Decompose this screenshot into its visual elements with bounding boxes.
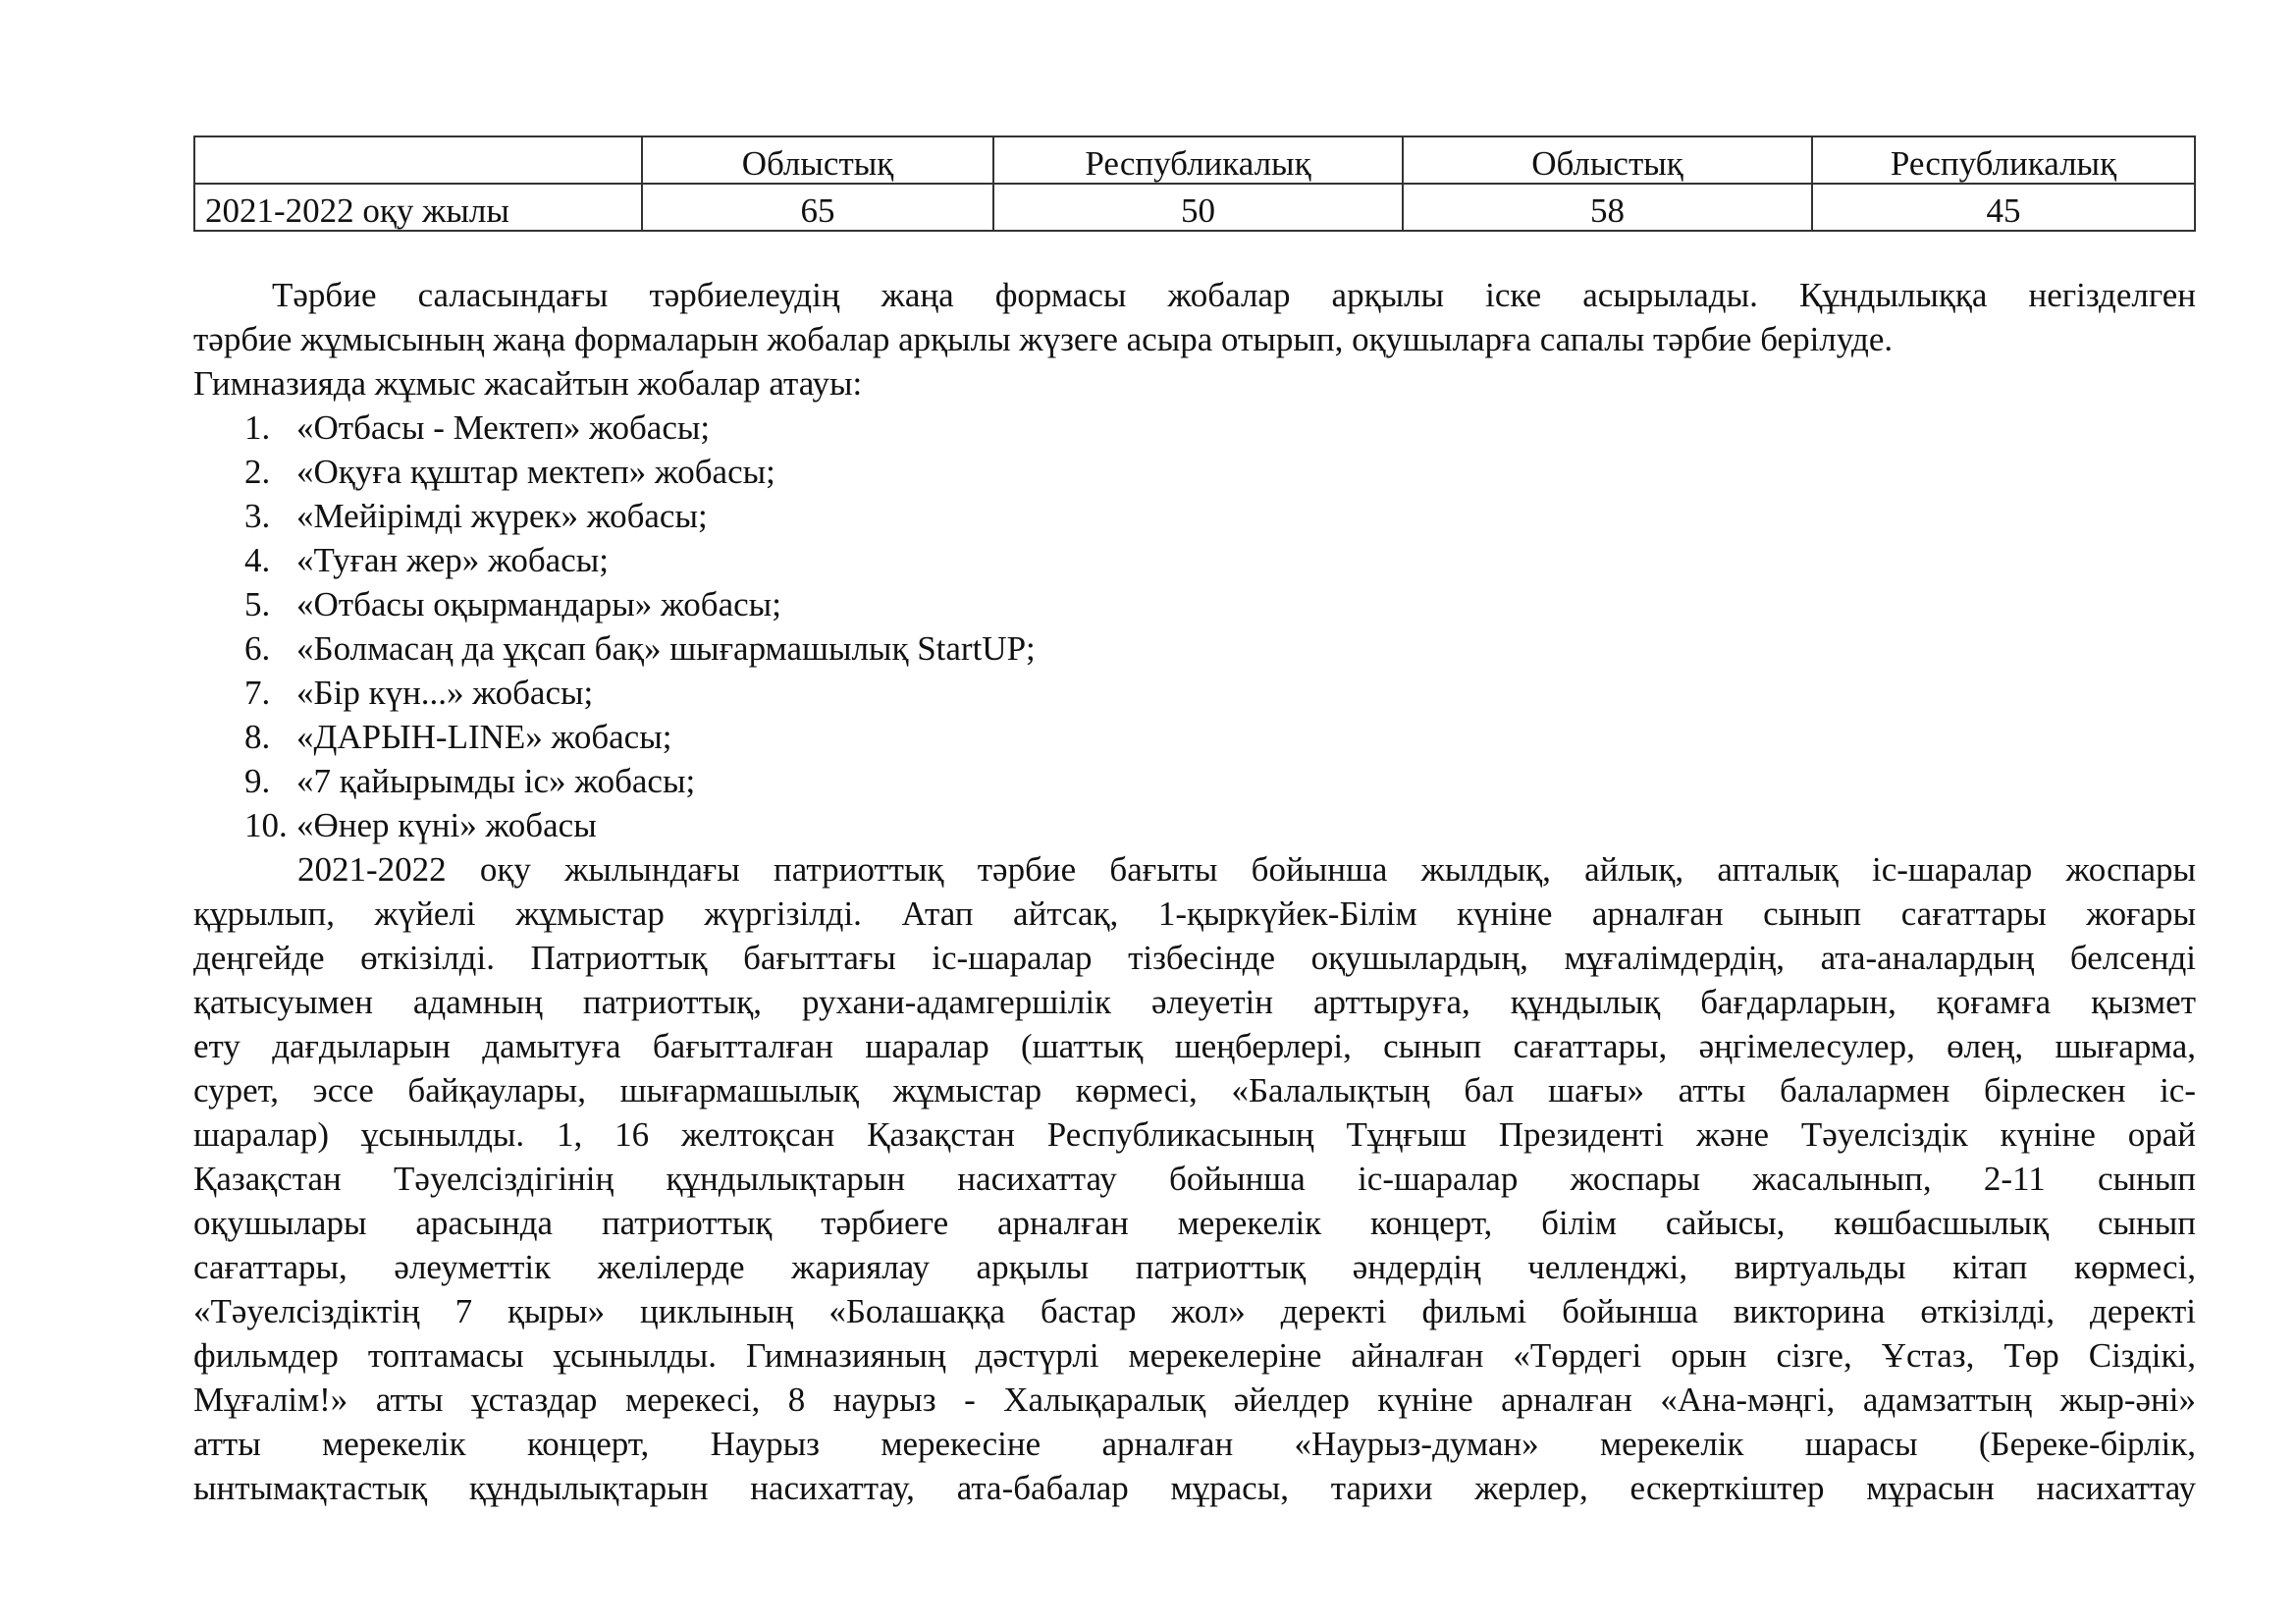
list-item-text: «Туған жер» жобасы; xyxy=(296,541,609,579)
text-line: 2021-2022 оқу жылындағы патриоттық тәрбие бағыты бойынша жылдық, айлық, апталық іс-шаралар жоспары xyxy=(297,850,2196,889)
text-line: деңгейде өткізілді. Патриоттық бағыттағы іс-шаралар тізбесінде оқушылардың, мұғалімдердің, ата-аналардың белсенді xyxy=(193,939,2196,977)
list-item-number: 5. xyxy=(244,585,271,623)
list-item-number: 4. xyxy=(244,541,271,579)
list-item-text: «Оқуға құштар мектеп» жобасы; xyxy=(296,453,775,491)
list-item xyxy=(193,671,2196,715)
list-item-number: 7. xyxy=(244,674,271,712)
list-item-text: «Мейірімді жүрек» жобасы; xyxy=(296,497,708,535)
table-header-cell: Облыстық xyxy=(1403,136,1812,184)
text-line: Тәрбие саласындағы тәрбиелеудің жаңа формасы жобалар арқылы іске асырылады. Құндылыққа негізделген xyxy=(272,276,2196,314)
list-item-number: 9. xyxy=(244,762,271,800)
table-header-cell: Республикалық xyxy=(1812,136,2195,184)
table-cell: 58 xyxy=(1403,184,1812,231)
list-item-text: «Болмасаң да ұқсап бақ» шығармашылық StartUP; xyxy=(296,629,1036,668)
text-line: атты мерекелік концерт, Наурыз мерекесіне арналған «Наурыз-думан» мерекелік шарасы (Береке-бірлік, xyxy=(193,1425,2196,1463)
list-item-text: «ДАРЫН-LINE» жобасы; xyxy=(296,718,672,756)
list-item xyxy=(193,494,2196,538)
text-line: қатысуымен адамның патриоттық, рухани-адамгершілік әлеуетін арттыруға, құндылық бағдарларын, қоғамға қызмет xyxy=(193,983,2196,1021)
list-item xyxy=(193,803,2196,847)
text-line: сағаттары, әлеуметтік желілерде жариялау арқылы патриоттық әндердің челленджі, виртуальды кітап көрмесі, xyxy=(193,1248,2196,1286)
table-cell: 45 xyxy=(1812,184,2195,231)
projects-list xyxy=(193,406,2196,847)
paragraph-projects-intro xyxy=(193,273,2196,361)
text-line: тәрбие жұмысының жаңа формаларын жобалар арқылы жүзеге асыра отырып, оқушыларға сапалы тәрбие берілуде. xyxy=(193,320,1894,358)
list-item xyxy=(193,538,2196,582)
table-row-label: 2021-2022 оқу жылы xyxy=(194,184,642,231)
projects-heading: Гимназияда жұмыс жасайтын жобалар атауы: xyxy=(193,364,863,403)
list-item-number: 3. xyxy=(244,497,271,535)
text-line: сурет, эссе байқаулары, шығармашылық жұмыстар көрмесі, «Балалықтың бал шағы» атты балалармен бірлескен іс- xyxy=(193,1071,2196,1110)
list-item-number: 8. xyxy=(244,718,271,756)
table-header-cell: Республикалық xyxy=(993,136,1403,184)
list-item-number: 10. xyxy=(244,806,288,844)
list-item xyxy=(193,626,2196,671)
list-item-text: «Отбасы - Мектеп» жобасы; xyxy=(296,408,711,447)
table-cell: 50 xyxy=(993,184,1403,231)
olympiad-stats-table xyxy=(193,135,2196,232)
list-item xyxy=(193,715,2196,759)
table-header-cell xyxy=(194,136,642,184)
text-line: шаралар) ұсынылды. 1, 16 желтоқсан Қазақстан Республикасының Тұңғыш Президенті және Тәуелсіздік күніне орай xyxy=(193,1115,2196,1154)
list-item xyxy=(193,450,2196,494)
list-item xyxy=(193,759,2196,803)
list-item xyxy=(193,406,2196,450)
list-item-text: «Өнер күні» жобасы xyxy=(296,806,597,844)
table-row xyxy=(194,184,2195,231)
text-line: Қазақстан Тәуелсіздігінің құндылықтарын насихаттау бойынша іс-шаралар жоспары жасалынып, 2-11 сынып xyxy=(193,1160,2196,1198)
table-header-row xyxy=(194,136,2195,184)
paragraph-patriotic-education xyxy=(193,847,2196,1510)
text-line: оқушылары арасында патриоттық тәрбиеге арналған мерекелік концерт, білім сайысы, көшбасшылық сынып xyxy=(193,1204,2196,1242)
list-item xyxy=(193,582,2196,626)
text-line: ынтымақтастық құндылықтарын насихаттау, ата-бабалар мұрасы, тарихи жерлер, ескерткіштер мұрасын насихаттау xyxy=(193,1469,2196,1507)
text-line: құрылып, жүйелі жұмыстар жүргізілді. Атап айтсақ, 1-қыркүйек-Білім күніне арналған сынып сағаттары жоғары xyxy=(193,894,2196,933)
text-line: Мұғалім!» атты ұстаздар мерекесі, 8 наурыз - Халықаралық әйелдер күніне арналған «Ана-мәңгі, адамзаттың жыр-әні» xyxy=(193,1380,2196,1419)
list-item-text: «Отбасы оқырмандары» жобасы; xyxy=(296,585,781,623)
body-text xyxy=(193,273,2196,1510)
text-line: ету дағдыларын дамытуға бағытталған шаралар (шаттық шеңберлері, сынып сағаттары, әңгімелесулер, өлең, шығарма, xyxy=(193,1027,2196,1065)
list-item-number: 2. xyxy=(244,453,271,491)
table-cell: 65 xyxy=(642,184,993,231)
table-header-cell: Облыстық xyxy=(642,136,993,184)
list-item-text: «Бір күн...» жобасы; xyxy=(296,674,594,712)
text-line: «Тәуелсіздіктің 7 қыры» циклының «Болашаққа бастар жол» деректі фильмі бойынша викторина өткізілді, деректі xyxy=(193,1292,2196,1330)
list-item-number: 6. xyxy=(244,629,271,668)
text-line: фильмдер топтамасы ұсынылды. Гимназияның дәстүрлі мерекелеріне айналған «Төрдегі орын сізге, Ұстаз, Төр Сіздікі, xyxy=(193,1336,2196,1375)
list-item-text: «7 қайырымды іс» жобасы; xyxy=(296,762,696,800)
list-item-number: 1. xyxy=(244,408,271,447)
